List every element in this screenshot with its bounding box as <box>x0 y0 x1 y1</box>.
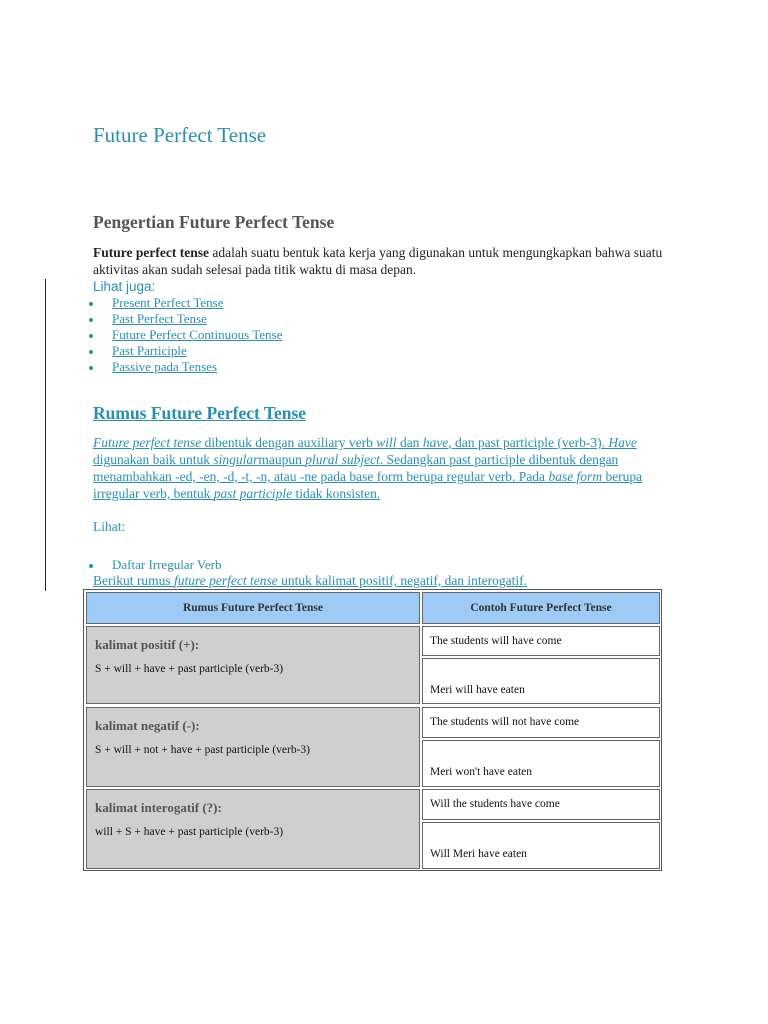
example-text: Meri won't have eaten <box>430 766 533 778</box>
bullet-icon <box>89 350 93 354</box>
table-header-contoh: Contoh Future Perfect Tense <box>422 592 660 624</box>
intro-paragraph <box>93 244 673 278</box>
example-cell <box>422 740 660 787</box>
example-text: Will the students have come <box>430 798 560 810</box>
bullet-icon <box>89 334 93 338</box>
bullet-icon <box>89 302 93 306</box>
see-label: Lihat: <box>93 519 126 534</box>
table-row-negatif <box>86 707 420 787</box>
example-text: Meri will have eaten <box>430 684 525 696</box>
term-italic: base form <box>548 469 603 484</box>
formula-text: , dan past participle (verb-3). <box>448 435 609 450</box>
example-text: Will Meri have eaten <box>430 848 527 860</box>
formula-text: maupun <box>258 452 306 467</box>
formula-text: . Sedangkan past participle dibentuk dengan menambahkan -ed, -en, -d, -t, -n, atau -ne pada base form berupa regular verb. Pada <box>93 452 619 484</box>
link-present-perfect-tense[interactable]: Present Perfect Tense <box>112 295 224 310</box>
link-daftar-irregular-verb[interactable]: Daftar Irregular Verb <box>112 557 222 572</box>
term-italic: Have <box>608 435 637 450</box>
bullet-icon <box>89 318 93 322</box>
list-item <box>93 557 393 573</box>
rumus-intro <box>93 573 527 589</box>
rumus-intro-text: untuk kalimat positif, negatif, dan interogatif. <box>277 573 528 588</box>
bullet-icon <box>89 564 93 568</box>
term-italic: will <box>376 435 397 450</box>
formula-text: digunakan baik untuk <box>93 452 214 467</box>
row-formula: S + will + have + past participle (verb-3) <box>95 663 284 675</box>
row-label: kalimat positif (+): <box>95 637 200 652</box>
example-text: The students will not have come <box>430 716 580 728</box>
table-header-rumus: Rumus Future Perfect Tense <box>86 592 420 624</box>
formula-text: tidak konsisten. <box>292 486 381 501</box>
list-item <box>93 295 393 311</box>
list-item <box>93 343 393 359</box>
row-formula: will + S + have + past participle (verb-3) <box>95 826 284 838</box>
list-item <box>93 327 393 343</box>
margin-rule <box>45 279 46 591</box>
formula-table <box>83 589 662 871</box>
intro-bold-term: Future perfect tense <box>93 245 209 260</box>
irregular-verb-list <box>93 557 393 573</box>
section-heading-rumus[interactable]: Rumus Future Perfect Tense <box>93 403 307 423</box>
link-future-perfect-continuous-tense[interactable]: Future Perfect Continuous Tense <box>112 327 283 342</box>
see-also-label: Lihat juga: <box>93 279 156 294</box>
formula-text: berupa irregular verb, bentuk <box>93 469 643 501</box>
term-italic: past participle <box>213 486 293 501</box>
term-italic: singular <box>213 452 259 467</box>
list-item <box>93 359 393 375</box>
example-cell <box>422 822 660 869</box>
formula-text: dan <box>396 435 423 450</box>
formula-text: dibentuk dengan auxiliary verb <box>201 435 377 450</box>
table-row-positif <box>86 626 420 704</box>
example-cell <box>422 658 660 704</box>
term-italic: future perfect tense <box>174 573 278 588</box>
intro-text: adalah suatu bentuk kata kerja yang digunakan untuk mengungkapkan bahwa suatu aktivitas akan sudah selesai pada titik waktu di masa depan. <box>93 245 663 277</box>
rumus-intro-text: Berikut rumus <box>93 573 174 588</box>
list-item <box>93 311 393 327</box>
section-heading-pengertian: Pengertian Future Perfect Tense <box>93 212 335 232</box>
formula-paragraph <box>93 434 668 502</box>
row-label: kalimat interogatif (?): <box>95 800 222 815</box>
term-italic: have <box>422 435 449 450</box>
example-cell <box>422 707 660 738</box>
row-label: kalimat negatif (-): <box>95 718 200 733</box>
bullet-icon <box>89 366 93 370</box>
see-also-list <box>93 295 393 375</box>
table-row-interogatif <box>86 789 420 869</box>
example-cell <box>422 789 660 820</box>
term-italic: Future perfect tense <box>93 435 202 450</box>
example-cell <box>422 626 660 656</box>
link-past-participle[interactable]: Past Participle <box>112 343 187 358</box>
example-text: The students will have come <box>430 635 562 647</box>
term-italic: plural subject <box>305 452 380 467</box>
link-passive-pada-tenses[interactable]: Passive pada Tenses <box>112 359 217 374</box>
link-past-perfect-tense[interactable]: Past Perfect Tense <box>112 311 207 326</box>
page-title: Future Perfect Tense <box>93 123 267 147</box>
row-formula: S + will + not + have + past participle (verb-3) <box>95 744 311 756</box>
